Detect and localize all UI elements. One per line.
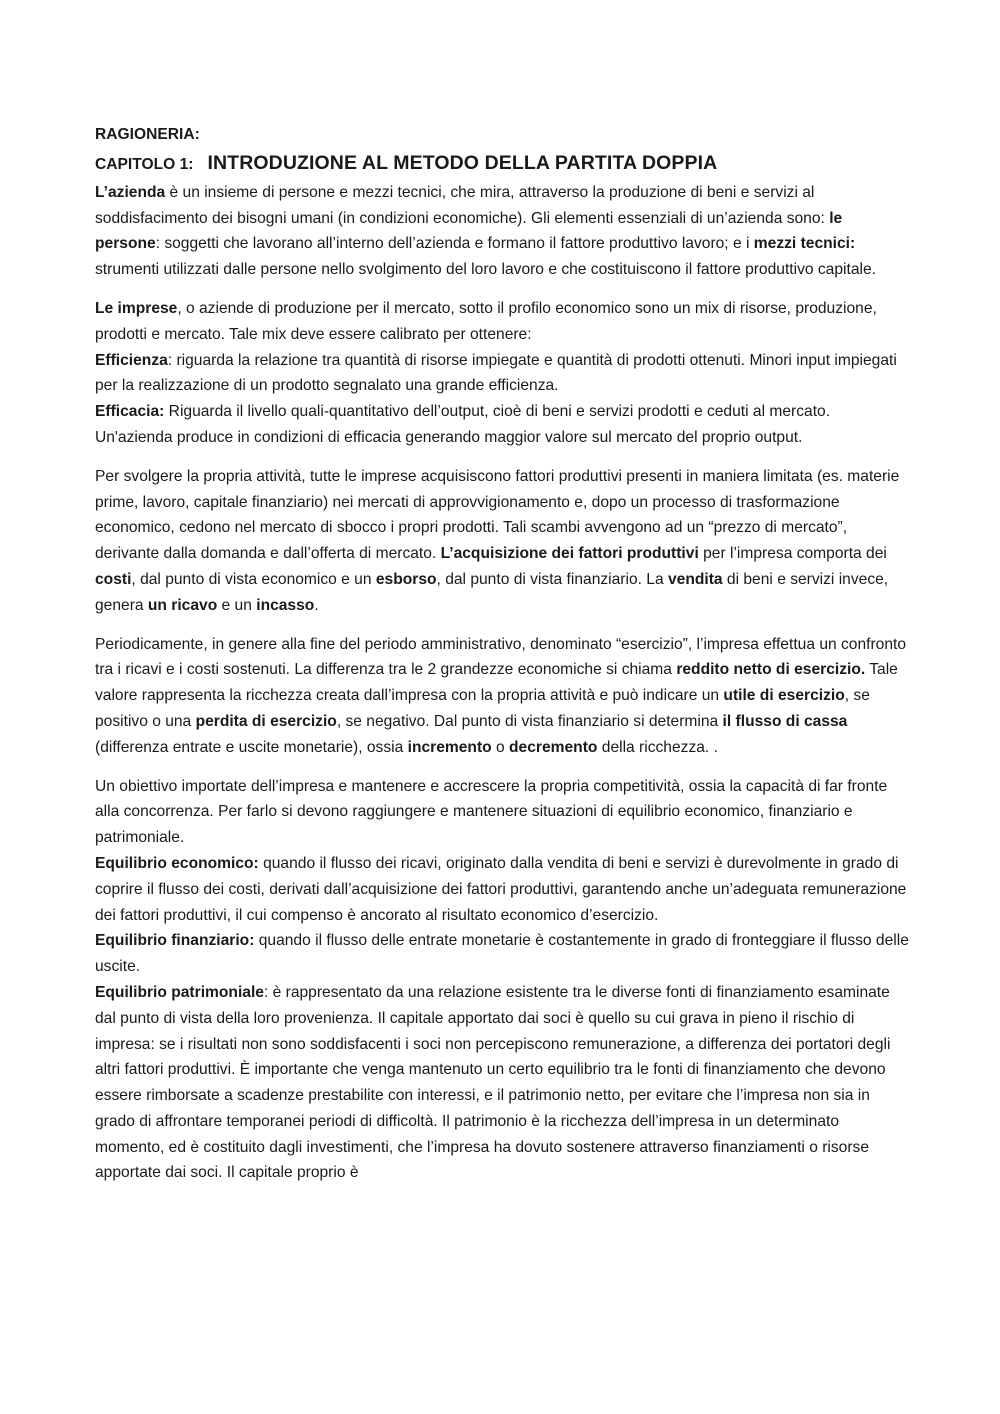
paragraph-line: [95, 348, 910, 400]
paragraph-line: [95, 399, 910, 451]
bold-term: costi: [95, 570, 132, 588]
paragraph-text: (differenza entrate e uscite monetarie), ossia: [95, 738, 408, 756]
chapter-heading: [95, 148, 910, 180]
paragraph-text: quando il flusso dei ricavi, originato dalla vendita di beni e servizi è durevolmente in grado di coprire il flusso dei costi, derivati dall’acquisizione dei fattori produttivi, garantendo anche un’adeguata remunerazione dei fattori produttivi, il cui compenso è ancorato al risultato economico d’esercizio.: [95, 854, 907, 924]
bold-term: L’azienda: [95, 183, 166, 201]
paragraph-text: , se negativo. Dal punto di vista finanziario si determina: [336, 712, 723, 730]
paragraph-text: o: [491, 738, 510, 756]
paragraph-text: : è rappresentato da una relazione esistente tra le diverse fonti di finanziamento esaminate dal punto di vista della loro provenienza. Il capitale apportato dai soci è quello su cui grava in pieno il rischio di impresa: se i risultati non sono soddisfacenti i soci non percepiscono remunerazione, a differenza dei portatori degli altri fattori produttivi. È importante che venga mantenuto un certo equilibrio tra le fonti di finanziamento che devono essere rimborsate a scadenze prestabilite con interessi, e il patrimonio netto, per evitare che l’impresa non sia in grado di affrontare temporanei periodi di difficoltà. Il patrimonio è la ricchezza dell’impresa in un determinato momento, ed è costituito dagli investimenti, che l’impresa ha dovuto sostenere attraverso finanziamenti o risorse apportate dai soci. Il capitale proprio è: [95, 983, 891, 1182]
chapter-title: INTRODUZIONE AL METODO DELLA PARTITA DOPPIA: [207, 151, 718, 174]
bold-term: esborso: [375, 570, 437, 588]
bold-term: Equilibrio economico:: [95, 854, 259, 872]
bold-term: un ricavo: [147, 596, 218, 614]
subject-heading: RAGIONERIA:: [95, 126, 200, 143]
bold-term: utile di esercizio: [723, 687, 845, 705]
paragraph-line: [95, 851, 910, 928]
paragraph-text: quando il flusso delle entrate monetarie è costantemente in grado di fronteggiare il flusso delle uscite.: [95, 932, 909, 976]
paragraph-attivita: [95, 464, 910, 619]
paragraph-text: è un insieme di persone e mezzi tecnici, che mira, attraverso la produzione di beni e servizi al soddisfacimento dei bisogni umani (in condizioni economiche). Gli elementi essenziali di un’azienda sono:: [95, 183, 830, 227]
document-page: [95, 122, 910, 1186]
paragraph-text: strumenti utilizzati dalle persone nello svolgimento del loro lavoro e che costituiscono il fattore produttivo capitale.: [95, 261, 876, 279]
paragraph-text: , dal punto di vista finanziario. La: [436, 570, 668, 588]
paragraph-equilibrio: [95, 774, 910, 1187]
paragraph-text: della ricchezza. .: [597, 738, 718, 756]
paragraph-text: Riguarda il livello quali-quantitativo dell’output, cioè di beni e servizi prodotti e ceduti al mercato. Un'azienda produce in condizioni di efficacia generando maggior valore sul mercato del proprio output.: [95, 403, 831, 446]
bold-term: reddito netto di esercizio.: [676, 661, 866, 679]
bold-term: Efficienza: [95, 351, 168, 369]
bold-term: incremento: [407, 738, 492, 756]
bold-term: Efficacia:: [95, 403, 165, 421]
paragraph-text: per l’impresa comporta dei: [698, 545, 887, 563]
paragraph-line: [95, 928, 910, 980]
bold-term: mezzi tecnici:: [753, 235, 856, 253]
paragraph-text: e un: [217, 596, 257, 614]
paragraph-text: , se positivo o una: [95, 687, 870, 730]
bold-term: Equilibrio patrimoniale: [95, 983, 264, 1001]
bold-term: le persone: [95, 209, 843, 253]
paragraph-line: [95, 296, 910, 348]
paragraph-esercizio: [95, 632, 910, 761]
bold-term: incasso: [256, 596, 315, 614]
paragraph-line: [95, 774, 910, 851]
bold-term: L’acquisizione dei fattori produttivi: [440, 545, 699, 563]
paragraph-text: Tale valore rappresenta la ricchezza creata dall’impresa con la propria attività e può indicare un: [95, 661, 898, 705]
paragraph-imprese: [95, 296, 910, 451]
paragraph-azienda: [95, 180, 910, 283]
bold-term: vendita: [667, 570, 723, 588]
paragraph-text: Per svolgere la propria attività, tutte le imprese acquisiscono fattori produttivi presenti in maniera limitata (es. materie prime, lavoro, capitale finanziario) nei mercati di approvvigionamento e, dopo un processo di trasformazione economico, cedono nel mercato di sbocco i propri prodotti. Tali scambi avvengono ad un “prezzo di mercato”, derivante dalla domanda e dall’offerta di mercato.: [95, 467, 900, 563]
bold-term: perdita di esercizio: [195, 712, 337, 730]
bold-term: Equilibrio finanziario:: [95, 932, 255, 950]
bold-term: Le imprese: [95, 299, 178, 317]
bold-term: decremento: [509, 738, 598, 756]
paragraph-text: , o aziende di produzione per il mercato, sotto il profilo economico sono un mix di risorse, produzione, prodotti e mercato. Tale mix deve essere calibrato per ottenere:: [95, 299, 877, 343]
paragraph-text: , dal punto di vista economico e un: [131, 570, 376, 588]
paragraph-text: .: [314, 596, 319, 614]
paragraph-line: [95, 980, 910, 1186]
bold-term: il flusso di cassa: [722, 712, 848, 730]
chapter-number: CAPITOLO 1:: [95, 155, 194, 173]
paragraph-text: : soggetti che lavorano all’interno dell’azienda e formano il fattore produttivo lavoro; e i: [155, 235, 754, 253]
paragraph-text: Un obiettivo importate dell’impresa e mantenere e accrescere la propria competitività, ossia la capacità di far fronte alla concorrenza. Per farlo si devono raggiungere e mantenere situazioni di equilibrio economico, finanziario e patrimoniale.: [95, 777, 888, 847]
paragraph-text: di beni e servizi invece, genera: [95, 570, 889, 614]
paragraph-text: : riguarda la relazione tra quantità di risorse impiegate e quantità di prodotti ottenuti. Minori input impiegati per la realizzazione di un prodotto segnalato una grande efficienza.: [95, 351, 897, 395]
paragraph-text: Periodicamente, in genere alla fine del periodo amministrativo, denominato “esercizio”, l’impresa effettua un confronto tra i ricavi e i costi sostenuti. La differenza tra le 2 grandezze economiche si chiama: [95, 635, 907, 679]
